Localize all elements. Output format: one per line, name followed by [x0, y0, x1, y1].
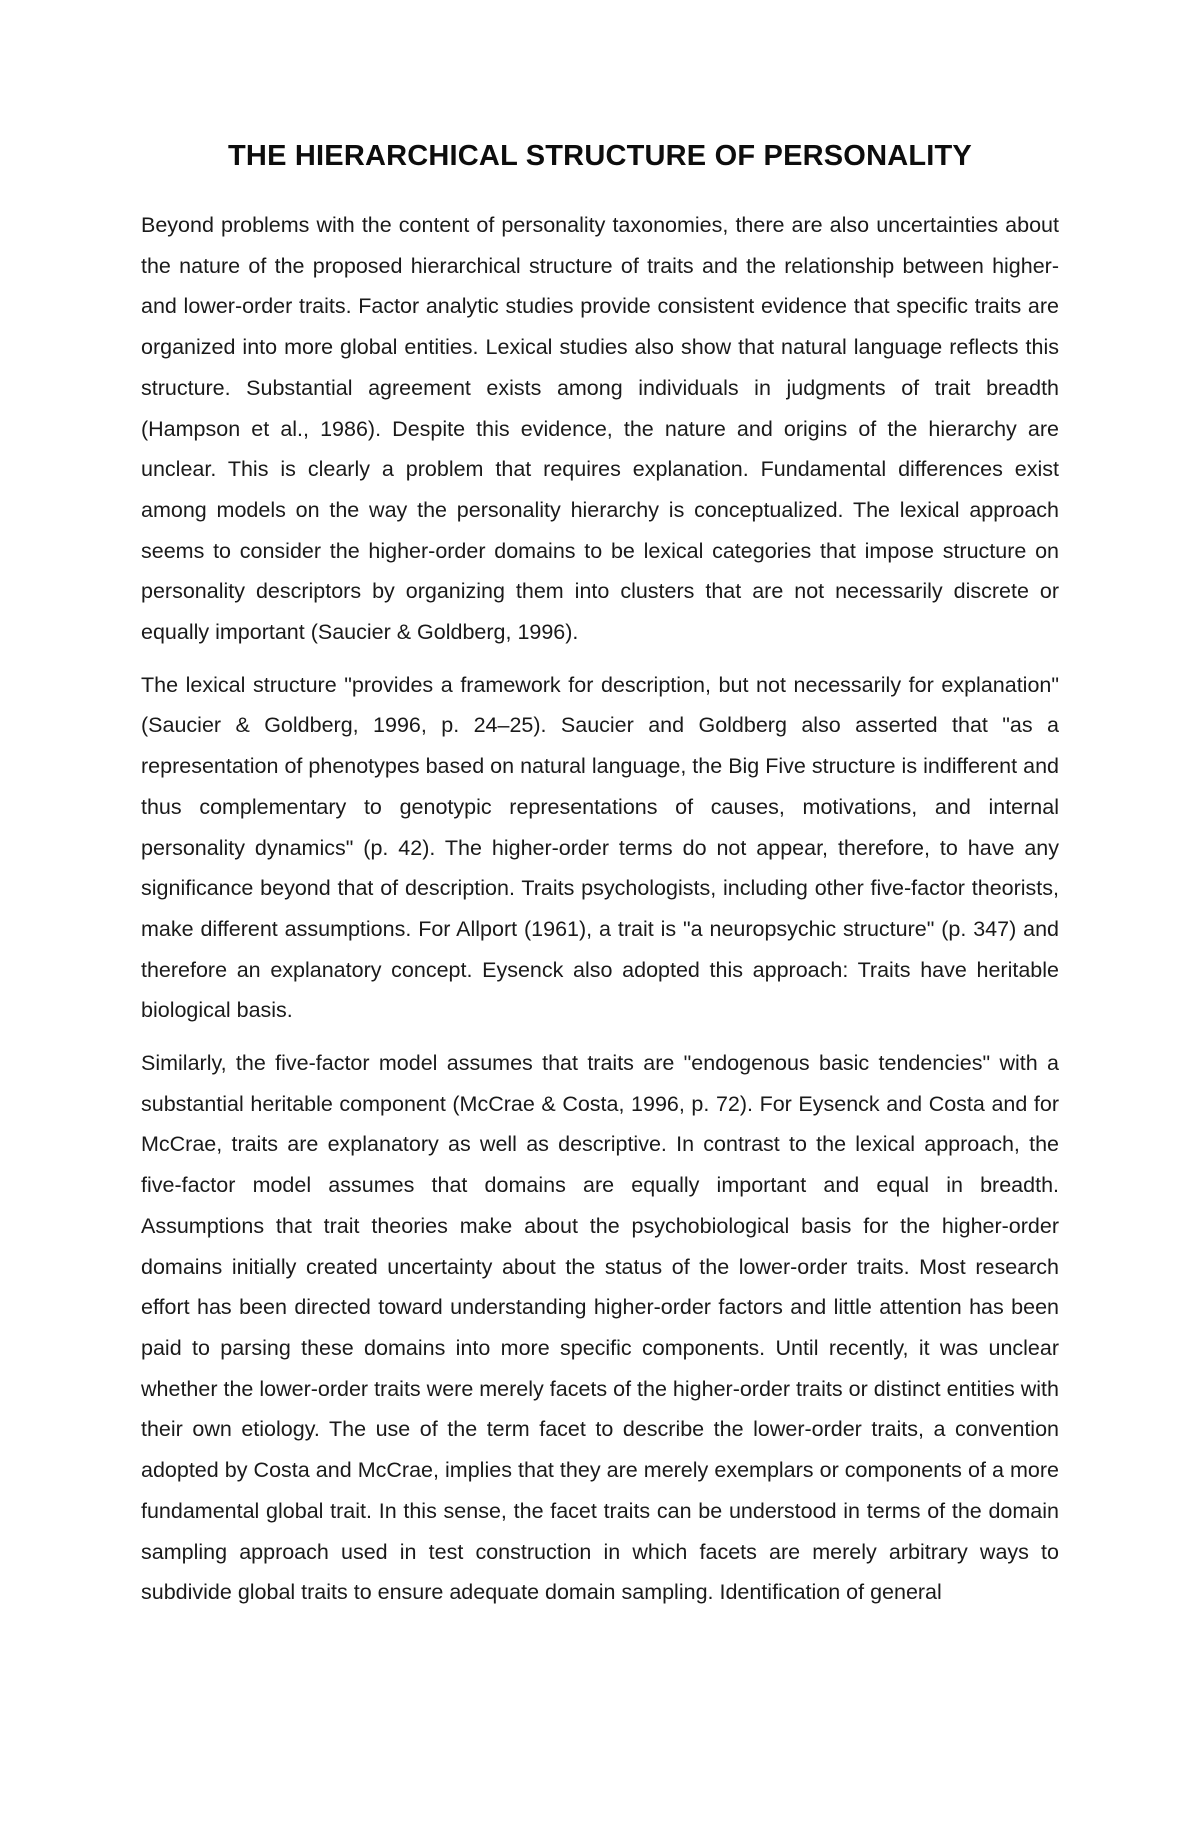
document-title: THE HIERARCHICAL STRUCTURE OF PERSONALITY — [228, 140, 972, 172]
paragraph-1: Beyond problems with the content of personality taxonomies, there are also uncertainties about the nature of the proposed hierarchical structure of traits and the relationship between higher- and lower-order traits. Factor analytic studies provide consistent evidence that specific traits are organized into more global entities. Lexical studies also show that natural language reflects this structure. Substantial agreement exists among individuals in judgments of trait breadth (Hampson et al., 1986). Despite this evidence, the nature and origins of the hierarchy are unclear. This is clearly a problem that requires explanation. Fundamental differences exist among models on the way the personality hierarchy is conceptualized. The lexical approach seems to consider the higher-order domains to be lexical categories that impose structure on personality descriptors by organizing them into clusters that are not necessarily discrete or equally important (Saucier & Goldberg, 1996). — [141, 213, 1059, 645]
paragraph-2: The lexical structure "provides a framework for description, but not necessarily for explanation" (Saucier & Goldberg, 1996, p. 24–25). Saucier and Goldberg also asserted that "as a representation of phenotypes based on natural language, the Big Five structure is indifferent and thus complementary to genotypic representations of causes, motivations, and internal personality dynamics" (p. 42). The higher-order terms do not appear, therefore, to have any significance beyond that of description. Traits psychologists, including other five-factor theorists, make different assumptions. For Allport (1961), a trait is "a neuropsychic structure" (p. 347) and therefore an explanatory concept. Eysenck also adopted this approach: Traits have heritable biological basis. — [141, 672, 1059, 1023]
paragraph-3: Similarly, the five-factor model assumes that traits are "endogenous basic tendencies" with a substantial heritable component (McCrae & Costa, 1996, p. 72). For Eysenck and Costa and for McCrae, traits are explanatory as well as descriptive. In contrast to the lexical approach, the five-factor model assumes that domains are equally important and equal in breadth. Assumptions that trait theories make about the psychobiological basis for the higher-order domains initially created uncertainty about the status of the lower-order traits. Most research effort has been directed toward understanding higher-order factors and little attention has been paid to parsing these domains into more specific components. Until recently, it was unclear whether the lower-order traits were merely facets of the higher-order traits or distinct entities with their own etiology. The use of the term facet to describe the lower-order traits, a convention adopted by Costa and McCrae, implies that they are merely exemplars or components of a more fundamental global trait. In this sense, the facet traits can be understood in terms of the domain sampling approach used in test construction in which facets are merely arbitrary ways to subdivide global traits to ensure adequate domain sampling. Identification of general — [141, 1051, 1059, 1605]
document-body — [141, 205, 1059, 1625]
